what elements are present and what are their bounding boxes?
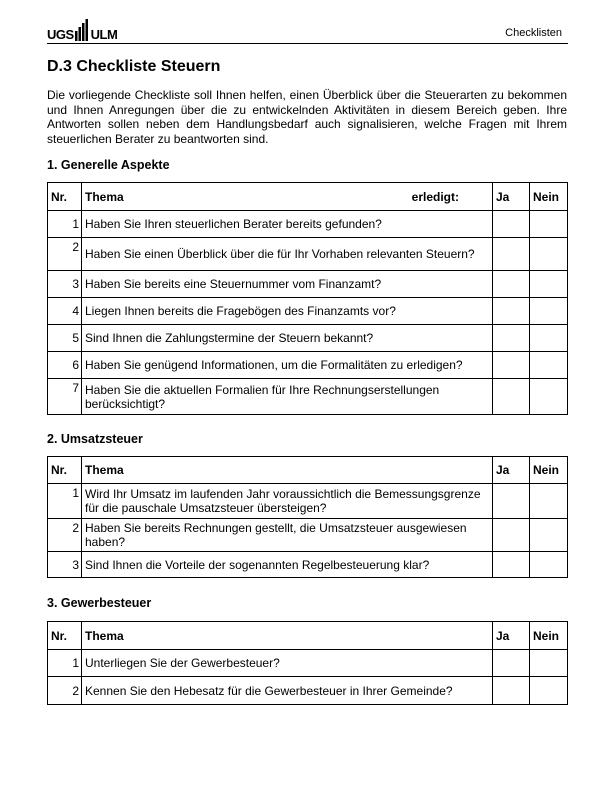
nein-checkbox-cell[interactable] [530, 650, 568, 677]
row-number: 6 [48, 352, 82, 379]
col-header-nr: Nr. [48, 622, 82, 650]
col-header-erledigt: erledigt: [411, 189, 459, 204]
nein-checkbox-cell[interactable] [530, 677, 568, 705]
row-question: Haben Sie Ihren steuerlichen Berater bereits gefunden? [82, 211, 493, 238]
row-question: Sind Ihnen die Zahlungstermine der Steuern bekannt? [82, 325, 493, 352]
ja-checkbox-cell[interactable] [493, 211, 530, 238]
row-number: 7 [48, 379, 82, 415]
ja-checkbox-cell[interactable] [493, 271, 530, 298]
logo-text-ugs: UGS [47, 27, 74, 42]
nein-checkbox-cell[interactable] [530, 271, 568, 298]
ja-checkbox-cell[interactable] [493, 238, 530, 271]
row-number: 2 [48, 677, 82, 705]
col-header-ja: Ja [493, 457, 530, 484]
row-number: 5 [48, 325, 82, 352]
ja-checkbox-cell[interactable] [493, 325, 530, 352]
col-header-thema [82, 183, 493, 211]
table-row [48, 484, 568, 519]
nein-checkbox-cell[interactable] [530, 298, 568, 325]
table-row [48, 271, 568, 298]
col-header-ja: Ja [493, 183, 530, 211]
row-number: 3 [48, 271, 82, 298]
ja-checkbox-cell[interactable] [493, 650, 530, 677]
col-header-thema: Thema [82, 457, 493, 484]
ja-checkbox-cell[interactable] [493, 519, 530, 552]
row-number: 2 [48, 519, 82, 552]
col-header-nr: Nr. [48, 457, 82, 484]
col-header-thema: Thema [82, 622, 493, 650]
ja-checkbox-cell[interactable] [493, 379, 530, 415]
row-question: Kennen Sie den Hebesatz für die Gewerbesteuer in Ihrer Gemeinde? [82, 677, 493, 705]
row-question: Haben Sie genügend Informationen, um die Formalitäten zu erledigen? [82, 352, 493, 379]
table-row [48, 650, 568, 677]
row-question: Haben Sie die aktuellen Formalien für Ihre Rechnungserstellungen berücksichtigt? [82, 379, 493, 415]
row-question: Sind Ihnen die Vorteile der sogenannten Regelbesteuerung klar? [82, 552, 493, 578]
row-question: Haben Sie einen Überblick über die für Ihr Vorhaben relevanten Steuern? [82, 238, 493, 271]
row-number: 4 [48, 298, 82, 325]
table-row [48, 677, 568, 705]
page-header [47, 10, 568, 44]
ugs-ulm-logo [47, 16, 117, 42]
table-row [48, 238, 568, 271]
row-number: 1 [48, 650, 82, 677]
table-row [48, 519, 568, 552]
row-number: 3 [48, 552, 82, 578]
col-header-nein: Nein [530, 183, 568, 211]
nein-checkbox-cell[interactable] [530, 238, 568, 271]
nein-checkbox-cell[interactable] [530, 552, 568, 578]
nein-checkbox-cell[interactable] [530, 211, 568, 238]
table-row [48, 552, 568, 578]
col-header-nein: Nein [530, 457, 568, 484]
nein-checkbox-cell[interactable] [530, 325, 568, 352]
col-header-nr: Nr. [48, 183, 82, 211]
row-question: Haben Sie bereits Rechnungen gestellt, die Umsatzsteuer ausgewiesen haben? [82, 519, 493, 552]
row-number: 1 [48, 211, 82, 238]
checklist-table-generelle-aspekte [47, 182, 568, 415]
section-heading: 2. Umsatzsteuer [47, 432, 143, 446]
nein-checkbox-cell[interactable] [530, 519, 568, 552]
row-number: 2 [48, 238, 82, 271]
table-row [48, 211, 568, 238]
section-heading: 3. Gewerbesteuer [47, 596, 152, 610]
section-label: Checklisten [505, 27, 562, 39]
col-header-ja: Ja [493, 622, 530, 650]
section-heading: 1. Generelle Aspekte [47, 158, 170, 172]
table-row [48, 352, 568, 379]
logo-bars-icon [75, 19, 89, 41]
intro-paragraph: Die vorliegende Checkliste soll Ihnen helfen, einen Überblick über die Steuerarten zu bekommen und Ihnen Anregungen über die zu entwickelnden Aktivitäten in diesem Bereich geben. Ihre Antworten sollen neben dem Handlungsbedarf auch signalisieren, welche Fragen mit Ihrem steuerlichen Berater zu beantworten sind. [47, 88, 567, 146]
logo-text-ulm: ULM [90, 27, 118, 42]
col-header-nein: Nein [530, 622, 568, 650]
nein-checkbox-cell[interactable] [530, 379, 568, 415]
ja-checkbox-cell[interactable] [493, 298, 530, 325]
table-row [48, 379, 568, 415]
page-title: D.3 Checkliste Steuern [47, 58, 221, 75]
row-question: Haben Sie bereits eine Steuernummer vom Finanzamt? [82, 271, 493, 298]
checklist-table-gewerbesteuer [47, 621, 568, 705]
nein-checkbox-cell[interactable] [530, 484, 568, 519]
table-row [48, 325, 568, 352]
col-header-thema-label: Thema [85, 189, 124, 204]
nein-checkbox-cell[interactable] [530, 352, 568, 379]
row-number: 1 [48, 484, 82, 519]
ja-checkbox-cell[interactable] [493, 484, 530, 519]
row-question: Liegen Ihnen bereits die Fragebögen des Finanzamts vor? [82, 298, 493, 325]
ja-checkbox-cell[interactable] [493, 677, 530, 705]
ja-checkbox-cell[interactable] [493, 352, 530, 379]
row-question: Unterliegen Sie der Gewerbesteuer? [82, 650, 493, 677]
row-question: Wird Ihr Umsatz im laufenden Jahr voraussichtlich die Bemessungsgrenze für die pauschale Umsatzsteuer übersteigen? [82, 484, 493, 519]
table-row [48, 298, 568, 325]
ja-checkbox-cell[interactable] [493, 552, 530, 578]
checklist-table-umsatzsteuer [47, 456, 568, 578]
